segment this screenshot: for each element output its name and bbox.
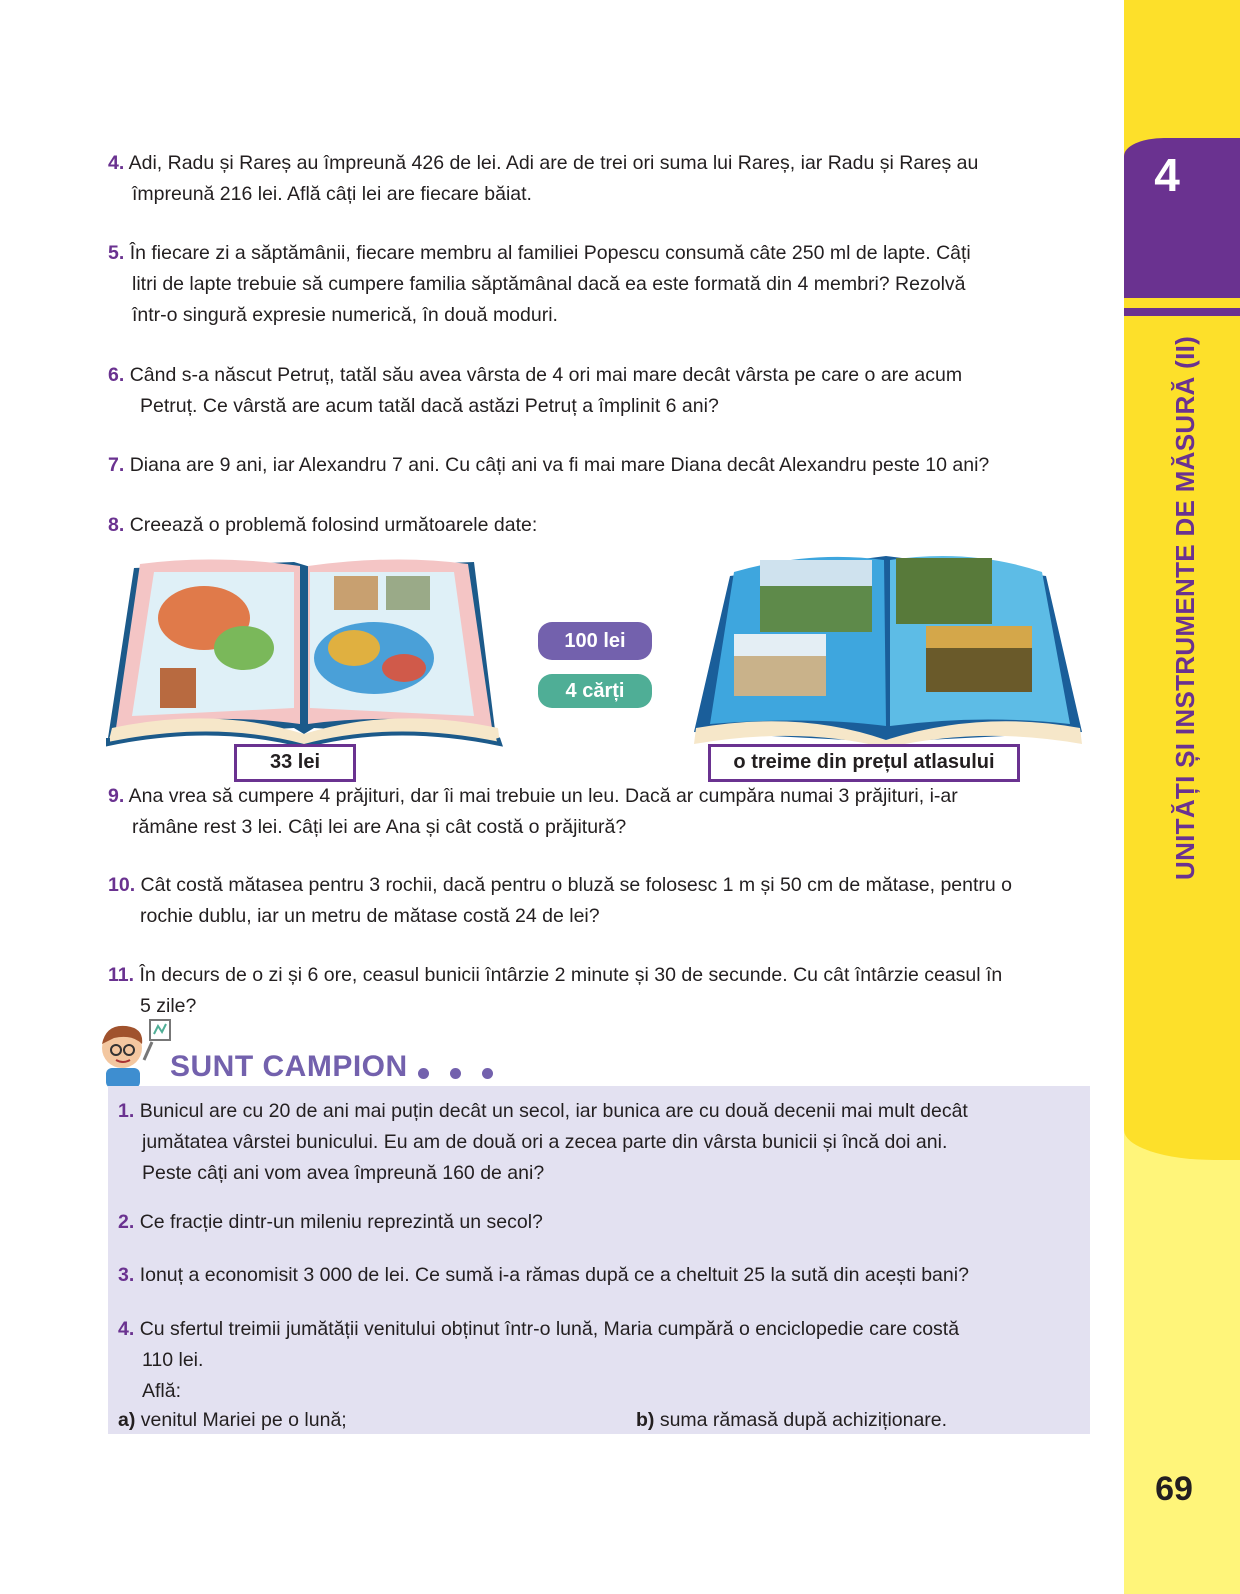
problem-text: Adi, Radu și Rareș au împreună 426 de lei. Adi are de trei ori suma lui Rareș, iar Radu și Rareș au [128, 152, 979, 174]
chapter-divider [1124, 308, 1240, 316]
album-book-illustration [690, 536, 1086, 748]
problem-number: 7. [108, 454, 125, 476]
problem-7 [108, 450, 1113, 481]
item-text: Cu sfertul treimii jumătății venitului obținut într-o lună, Maria cumpără o enciclopedie care costă [139, 1318, 960, 1340]
champion-item-4 [118, 1314, 1083, 1407]
problem-number: 8. [108, 514, 125, 536]
problem-text: Petruț. Ce vârstă are acum tatăl dacă astăzi Petruț a împlinit 6 ani? [140, 395, 719, 417]
problem-4 [108, 148, 1113, 210]
problem-text: împreună 216 lei. Află câți lei are fiecare băiat. [132, 183, 532, 205]
champion-item-2 [118, 1207, 1083, 1238]
problem-10 [108, 870, 1113, 932]
champion-section-title: SUNT CAMPION [170, 1050, 408, 1083]
problem-text: Ana vrea să cumpere 4 prăjituri, dar îi mai trebuie un leu. Dacă ar cumpăra numai 3 prăjituri, i-ar [128, 785, 958, 807]
book-count-pill: 4 cărți [538, 674, 652, 708]
sub-item-text: venitul Mariei pe o lună; [140, 1409, 347, 1431]
atlas-price-tag: 33 lei [234, 744, 356, 782]
item-number: 2. [118, 1211, 135, 1233]
sub-item-label: b) [636, 1409, 655, 1431]
problem-number: 11. [108, 964, 135, 986]
problem-text: 5 zile? [140, 995, 197, 1017]
problem-text: litri de lapte trebuie să cumpere familia săptămânal dacă ea este formată din 4 membri? Rezolvă [132, 273, 966, 295]
problem-number: 5. [108, 242, 125, 264]
problem-text: Diana are 9 ani, iar Alexandru 7 ani. Cu câți ani va fi mai mare Diana decât Alexandru peste 10 ani? [129, 454, 990, 476]
album-price-tag: o treime din prețul atlasului [708, 744, 1020, 782]
sub-item-text: suma rămasă după achiziționare. [659, 1409, 948, 1431]
champion-item-1 [118, 1096, 1083, 1189]
item-text: 110 lei. [142, 1349, 204, 1371]
item-text: Peste câți ani vom avea împreună 160 de ani? [142, 1162, 545, 1184]
item-text: jumătatea vârstei bunicului. Eu am de două ori a zecea parte din vârsta bunicii și încă doi ani. [142, 1131, 948, 1153]
problem-5 [108, 238, 1113, 331]
sub-item-b [636, 1405, 947, 1436]
problem-6 [108, 360, 1113, 422]
dot [482, 1068, 493, 1079]
problem-number: 6. [108, 364, 125, 386]
problem-number: 9. [108, 785, 125, 807]
page-number: 69 [1155, 1470, 1193, 1508]
item-text: Află: [142, 1380, 182, 1402]
problem-11 [108, 960, 1113, 1022]
sub-item-label: a) [118, 1409, 136, 1431]
problem-number: 4. [108, 152, 125, 174]
problem-text: rămâne rest 3 lei. Câți lei are Ana și cât costă o prăjitură? [132, 816, 627, 838]
problem-number: 10. [108, 874, 136, 896]
chapter-number: 4 [1154, 149, 1180, 201]
problem-text: În decurs de o zi și 6 ore, ceasul bunicii întârzie 2 minute și 30 de secunde. Cu cât întârzie ceasul în [139, 964, 1003, 986]
item-text: Ce fracție dintr-un mileniu reprezintă un secol? [139, 1211, 543, 1233]
champion-item-3 [118, 1260, 1083, 1291]
sub-item-a [118, 1405, 347, 1436]
item-number: 4. [118, 1318, 135, 1340]
problem-text: rochie dublu, iar un metru de mătase costă 24 de lei? [140, 905, 600, 927]
total-price-pill: 100 lei [538, 622, 652, 660]
atlas-book-illustration [104, 538, 504, 748]
problem-text: într-o singură expresie numerică, în două moduri. [132, 304, 558, 326]
problem-text: În fiecare zi a săptămânii, fiecare membru al familiei Popescu consumă câte 250 ml de lapte. Câți [129, 242, 971, 264]
dot [418, 1068, 429, 1079]
item-text: Bunicul are cu 20 de ani mai puțin decât un secol, iar bunica are cu două decenii mai mult decât [139, 1100, 968, 1122]
problem-text: Creează o problemă folosind următoarele date: [129, 514, 538, 536]
problem-9 [108, 781, 1113, 843]
dot [450, 1068, 461, 1079]
item-number: 1. [118, 1100, 135, 1122]
problem-text: Cât costă mătasea pentru 3 rochii, dacă pentru o bluză se folosesc 1 m și 50 cm de mătase, pentru o [140, 874, 1012, 896]
item-text: Ionuț a economisit 3 000 de lei. Ce sumă i-a rămas după ce a cheltuit 25 la sută din acești bani? [139, 1264, 969, 1286]
item-number: 3. [118, 1264, 135, 1286]
problem-text: Când s-a născut Petruț, tatăl său avea vârsta de 4 ori mai mare decât vârsta pe care o are acum [129, 364, 963, 386]
chapter-title: UNITĂȚI ȘI INSTRUMENTE DE MĂSURĂ (II) [1170, 335, 1200, 880]
